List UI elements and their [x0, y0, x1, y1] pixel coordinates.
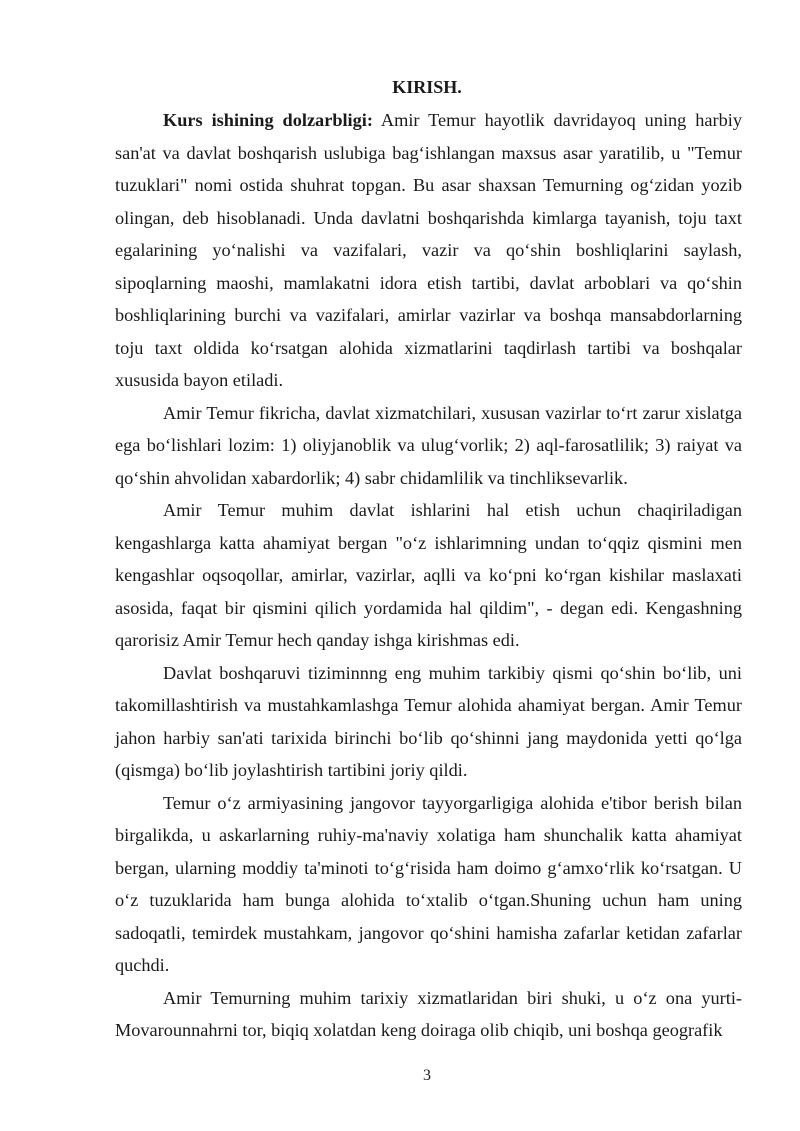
- paragraph: Amir Temurning muhim tarixiy xizmatlaridan biri shuki, u o‘z ona yurti-Movarounnahrni tor, biqiq xolatdan keng doiraga olib chiqib, uni boshqa geografik: [115, 987, 742, 1040]
- paragraph: Temur o‘z armiyasining jangovor tayyorgarligiga alohida e'tibor berish bilan birgalikda, u askarlarning ruhiy-ma'naviy xolatiga ham shunchalik katta ahamiyat bergan, ularning moddiy ta'minoti to‘g‘risida ham doimo g‘amxo‘rlik ko‘rsatgan. U o‘z tuzuklarida ham bunga alohida to‘xtalib o‘tgan.Shuning uchun ham uning sadoqatli, temirdek mustahkam, jangovor qo‘shini hamisha zafarlar ketidan zafarlar quchdi.: [115, 792, 742, 975]
- page-number: 3: [423, 1067, 431, 1084]
- paragraph-lead: Kurs ishining dolzarbligi:: [163, 110, 373, 130]
- page-heading: KIRISH.: [392, 77, 462, 97]
- paragraph: Amir Temur muhim davlat ishlarini hal etish uchun chaqiriladigan kengashlarga katta ahamiyat bergan "o‘z ishlarimning undan to‘qqiz qismini men kengashlar oqsoqollar, amirlar, vazirlar, aqlli va ko‘pni ko‘rgan kishilar maslaxati asosida, faqat bir qismini qilich yordamida hal qildim", - degan edi. Kengashning qarorisiz Amir Temur hech qanday ishga kirishmas edi.: [115, 500, 742, 650]
- paragraph-text: Amir Temur hayotlik davridayoq uning harbiy san'at va davlat boshqarish uslubiga bag‘ishlangan maxsus asar yaratilib, u "Temur tuzuklari" nomi ostida shuhrat topgan. Bu asar shaxsan Temurning og‘zidan yozib olingan, deb hisoblanadi. Unda davlatni boshqarishda kimlarga tayanish, toju taxt egalarining yo‘nalishi va vazifalari, vazir va qo‘shin boshliqlarini saylash, sipoqlarning maoshi, mamlakatni idora etish tartibi, davlat arboblari va qo‘shin boshliqlarining burchi va vazifalari, amirlar vazirlar va boshqa mansabdorlarning toju taxt oldida ko‘rsatgan alohida xizmatlarini taqdirlash tartibi va boshqalar xususida bayon etiladi.: [115, 110, 742, 390]
- paragraph: Davlat boshqaruvi tiziminnng eng muhim tarkibiy qismi qo‘shin bo‘lib, uni takomillashtirish va mustahkamlashga Temur alohida ahamiyat bergan. Amir Temur jahon harbiy san'ati tarixida birinchi bo‘lib qo‘shinni jang maydonida yetti qo‘lga (qismga) bo‘lib joylashtirish tartibini joriy qildi.: [115, 662, 742, 780]
- paragraph: Amir Temur fikricha, davlat xizmatchilari, xususan vazirlar to‘rt zarur xislatga ega bo‘lishlari lozim: 1) oliyjanoblik va ulug‘vorlik; 2) aql-farosatlilik; 3) raiyat va qo‘shin ahvolidan xabardorlik; 4) sabr chidamlilik va tinchliksevarlik.: [115, 402, 742, 488]
- body-text: [115, 104, 742, 1047]
- paragraph: [115, 104, 742, 397]
